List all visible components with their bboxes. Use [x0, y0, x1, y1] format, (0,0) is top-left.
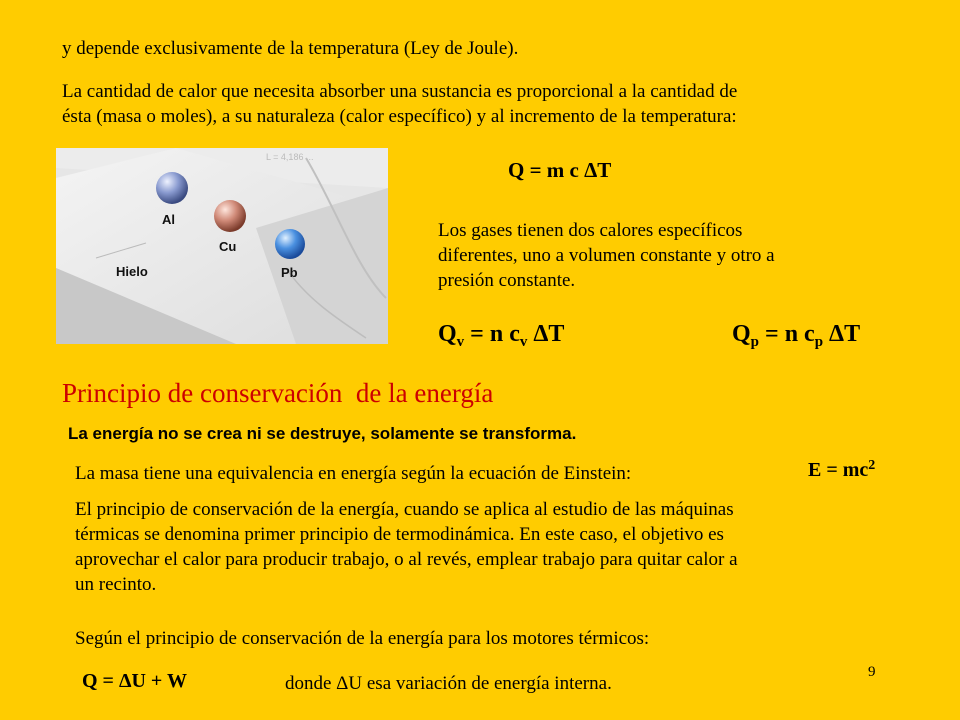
motors-line: Según el principio de conservación de la energía para los motores térmicos: [75, 628, 650, 649]
qv-formula [438, 321, 564, 348]
gases-line: presión constante. [438, 270, 576, 291]
gases-line: Los gases tienen dos calores específicos [438, 220, 743, 241]
first-law-line: El principio de conservación de la energía, cuando se aplica al estudio de las máquinas [75, 499, 734, 520]
heat-paragraph-line: La cantidad de calor que necesita absorber una sustancia es proporcional a la cantidad de [62, 81, 738, 102]
qp-q: Q [732, 321, 751, 347]
first-law-line: térmicas se denomina primer principio de termodinámica. En este caso, el objetivo es [75, 524, 724, 545]
label-pb: Pb [281, 265, 298, 280]
qv-q: Q [438, 321, 457, 347]
einstein-formula [808, 459, 875, 482]
gases-paragraph [438, 218, 775, 293]
first-law-note: donde ΔU esa variación de energía interna. [285, 673, 612, 694]
heat-paragraph [62, 79, 737, 129]
first-law-formula: Q = ΔU + W [82, 670, 187, 692]
label-hielo: Hielo [116, 264, 148, 279]
einstein-text: La masa tiene una equivalencia en energía según la ecuación de Einstein: [75, 463, 632, 484]
qv-end: ΔT [527, 321, 565, 347]
heat-paragraph-line: ésta (masa o moles), a su naturaleza (calor específico) y al incremento de la temperatura: [62, 106, 737, 127]
first-law-line: un recinto. [75, 574, 157, 595]
svg-text:L = 4,186 ...: L = 4,186 ... [266, 152, 314, 162]
ice-spheres-photo [56, 148, 388, 344]
qv-mid: = n c [464, 321, 520, 347]
label-cu: Cu [219, 239, 237, 254]
qp-formula [732, 321, 860, 348]
qp-end: ΔT [823, 321, 861, 347]
qv-sub-v2: v [519, 334, 528, 350]
gases-line: diferentes, uno a volumen constante y otro a [438, 245, 775, 266]
einstein-exp: 2 [868, 458, 876, 473]
qp-mid: = n c [759, 321, 815, 347]
qp-sub-p2: p [814, 334, 824, 350]
label-al: Al [162, 212, 175, 227]
section-title: Principio de conservación de la energía [62, 378, 494, 408]
heat-formula: Q = m c ΔT [508, 158, 612, 182]
qp-sub-p: p [750, 334, 760, 350]
einstein-base: E = mc [808, 459, 869, 481]
intro-line: y depende exclusivamente de la temperatura (Ley de Joule). [62, 38, 519, 59]
page-number: 9 [868, 664, 876, 680]
first-law-line: aprovechar el calor para producir trabajo, o al revés, emplear trabajo para quitar calor a [75, 549, 738, 570]
qv-sub-v: v [456, 334, 465, 350]
first-law-paragraph [75, 497, 738, 597]
ice-spheres-illustration [56, 148, 388, 344]
conservation-statement: La energía no se crea ni se destruye, solamente se transforma. [68, 424, 577, 443]
